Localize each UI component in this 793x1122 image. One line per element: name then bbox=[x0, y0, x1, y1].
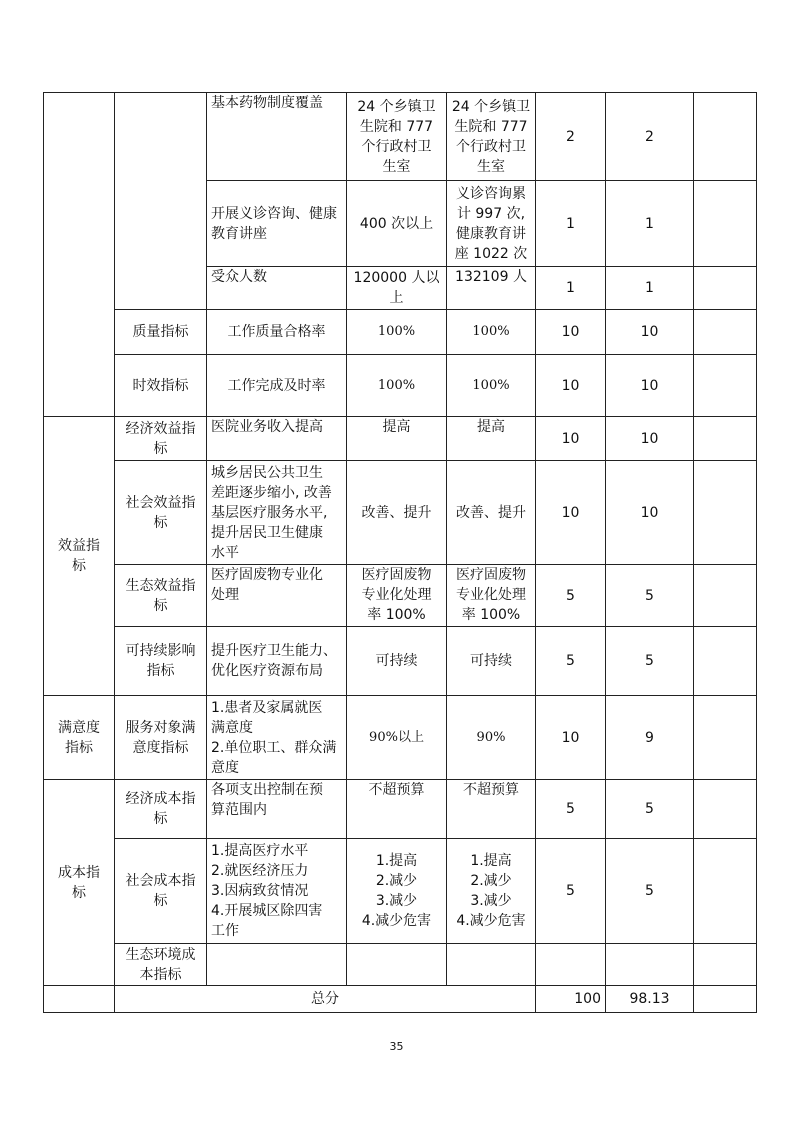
subcategory-cell: 社会效益指 标 bbox=[115, 461, 207, 565]
score-cell: 10 bbox=[606, 310, 694, 355]
actual-cell: 义诊咨询累 计 997 次, 健康教育讲 座 1022 次 bbox=[447, 181, 536, 267]
score-cell: 1 bbox=[606, 267, 694, 310]
target-cell: 120000 人以 上 bbox=[347, 267, 447, 310]
target-cell: 不超预算 bbox=[347, 780, 447, 839]
page-number: 35 bbox=[389, 1040, 404, 1053]
table-row bbox=[44, 310, 757, 355]
target-cell: 100% bbox=[347, 355, 447, 417]
subcategory-cell: 服务对象满 意度指标 bbox=[115, 696, 207, 780]
remark-cell bbox=[694, 93, 757, 181]
weight-cell: 10 bbox=[536, 461, 606, 565]
subcategory-cell: 社会成本指 标 bbox=[115, 839, 207, 944]
target-cell-empty bbox=[347, 944, 447, 986]
weight-cell: 10 bbox=[536, 310, 606, 355]
weight-cell: 10 bbox=[536, 417, 606, 461]
actual-cell: 医疗固废物 专业化处理 率 100% bbox=[447, 565, 536, 627]
score-cell: 9 bbox=[606, 696, 694, 780]
indicator-cell: 医疗固废物专业化 处理 bbox=[207, 565, 347, 627]
actual-cell: 不超预算 bbox=[447, 780, 536, 839]
subcategory-cell-empty bbox=[115, 93, 207, 310]
table-row bbox=[44, 417, 757, 461]
category-cell: 效益指 标 bbox=[44, 417, 115, 696]
remark-cell-empty bbox=[694, 944, 757, 986]
indicator-cell: 开展义诊咨询、健康 教育讲座 bbox=[207, 181, 347, 267]
remark-cell bbox=[694, 839, 757, 944]
score-cell: 5 bbox=[606, 780, 694, 839]
weight-cell-empty bbox=[536, 944, 606, 986]
score-cell: 5 bbox=[606, 627, 694, 696]
table-row bbox=[44, 93, 757, 181]
subcategory-cell: 经济成本指 标 bbox=[115, 780, 207, 839]
score-cell: 10 bbox=[606, 417, 694, 461]
score-cell: 10 bbox=[606, 461, 694, 565]
indicator-cell: 提升医疗卫生能力、 优化医疗资源布局 bbox=[207, 627, 347, 696]
table-row bbox=[44, 627, 757, 696]
score-cell: 10 bbox=[606, 355, 694, 417]
target-cell: 400 次以上 bbox=[347, 181, 447, 267]
weight-cell: 5 bbox=[536, 565, 606, 627]
table-row bbox=[44, 780, 757, 839]
total-weight: 100 bbox=[536, 986, 606, 1013]
score-cell-empty bbox=[606, 944, 694, 986]
actual-cell: 提高 bbox=[447, 417, 536, 461]
subcategory-cell: 可持续影响 指标 bbox=[115, 627, 207, 696]
table-row bbox=[44, 565, 757, 627]
actual-cell: 100% bbox=[447, 355, 536, 417]
category-cell-empty bbox=[44, 986, 115, 1013]
weight-cell: 5 bbox=[536, 780, 606, 839]
target-cell: 提高 bbox=[347, 417, 447, 461]
indicator-cell: 工作质量合格率 bbox=[207, 310, 347, 355]
weight-cell: 2 bbox=[536, 93, 606, 181]
score-cell: 2 bbox=[606, 93, 694, 181]
table-row bbox=[44, 355, 757, 417]
target-cell: 100% bbox=[347, 310, 447, 355]
table-row bbox=[44, 839, 757, 944]
remark-cell bbox=[694, 310, 757, 355]
actual-cell: 90% bbox=[447, 696, 536, 780]
target-cell: 医疗固废物 专业化处理 率 100% bbox=[347, 565, 447, 627]
actual-cell: 132109 人 bbox=[447, 267, 536, 310]
target-cell: 90%以上 bbox=[347, 696, 447, 780]
target-cell: 1.提高 2.减少 3.减少 4.减少危害 bbox=[347, 839, 447, 944]
indicator-cell: 医院业务收入提高 bbox=[207, 417, 347, 461]
remark-cell bbox=[694, 565, 757, 627]
table-row bbox=[44, 461, 757, 565]
remark-cell bbox=[694, 780, 757, 839]
actual-cell: 24 个乡镇卫 生院和 777 个行政村卫 生室 bbox=[447, 93, 536, 181]
category-cell: 成本指 标 bbox=[44, 780, 115, 986]
remark-cell bbox=[694, 417, 757, 461]
subcategory-cell: 经济效益指 标 bbox=[115, 417, 207, 461]
actual-cell-empty bbox=[447, 944, 536, 986]
subcategory-cell: 生态环境成 本指标 bbox=[115, 944, 207, 986]
actual-cell: 可持续 bbox=[447, 627, 536, 696]
subcategory-cell: 生态效益指 标 bbox=[115, 565, 207, 627]
remark-cell bbox=[694, 986, 757, 1013]
total-label: 总分 bbox=[115, 986, 536, 1013]
target-cell: 改善、提升 bbox=[347, 461, 447, 565]
total-row bbox=[44, 986, 757, 1013]
indicator-cell: 工作完成及时率 bbox=[207, 355, 347, 417]
weight-cell: 10 bbox=[536, 355, 606, 417]
indicator-cell: 城乡居民公共卫生 差距逐步缩小, 改善 基层医疗服务水平, 提升居民卫生健康 水平 bbox=[207, 461, 347, 565]
actual-cell: 改善、提升 bbox=[447, 461, 536, 565]
score-cell: 1 bbox=[606, 181, 694, 267]
total-score: 98.13 bbox=[606, 986, 694, 1013]
indicator-cell: 受众人数 bbox=[207, 267, 347, 310]
weight-cell: 10 bbox=[536, 696, 606, 780]
subcategory-cell: 质量指标 bbox=[115, 310, 207, 355]
indicator-cell: 1.患者及家属就医 满意度 2.单位职工、群众满 意度 bbox=[207, 696, 347, 780]
remark-cell bbox=[694, 181, 757, 267]
performance-table bbox=[43, 92, 757, 1013]
indicator-cell-empty bbox=[207, 944, 347, 986]
weight-cell: 5 bbox=[536, 839, 606, 944]
remark-cell bbox=[694, 267, 757, 310]
target-cell: 可持续 bbox=[347, 627, 447, 696]
score-cell: 5 bbox=[606, 565, 694, 627]
indicator-cell: 基本药物制度覆盖 bbox=[207, 93, 347, 181]
weight-cell: 5 bbox=[536, 627, 606, 696]
weight-cell: 1 bbox=[536, 181, 606, 267]
actual-cell: 100% bbox=[447, 310, 536, 355]
category-cell: 满意度 指标 bbox=[44, 696, 115, 780]
remark-cell bbox=[694, 627, 757, 696]
category-cell-empty bbox=[44, 93, 115, 417]
subcategory-cell: 时效指标 bbox=[115, 355, 207, 417]
actual-cell: 1.提高 2.减少 3.减少 4.减少危害 bbox=[447, 839, 536, 944]
indicator-cell: 1.提高医疗水平 2.就医经济压力 3.因病致贫情况 4.开展城区除四害 工作 bbox=[207, 839, 347, 944]
target-cell: 24 个乡镇卫 生院和 777 个行政村卫 生室 bbox=[347, 93, 447, 181]
weight-cell: 1 bbox=[536, 267, 606, 310]
remark-cell bbox=[694, 461, 757, 565]
table-row bbox=[44, 944, 757, 986]
score-cell: 5 bbox=[606, 839, 694, 944]
indicator-cell: 各项支出控制在预 算范围内 bbox=[207, 780, 347, 839]
remark-cell bbox=[694, 696, 757, 780]
table-row bbox=[44, 696, 757, 780]
remark-cell bbox=[694, 355, 757, 417]
